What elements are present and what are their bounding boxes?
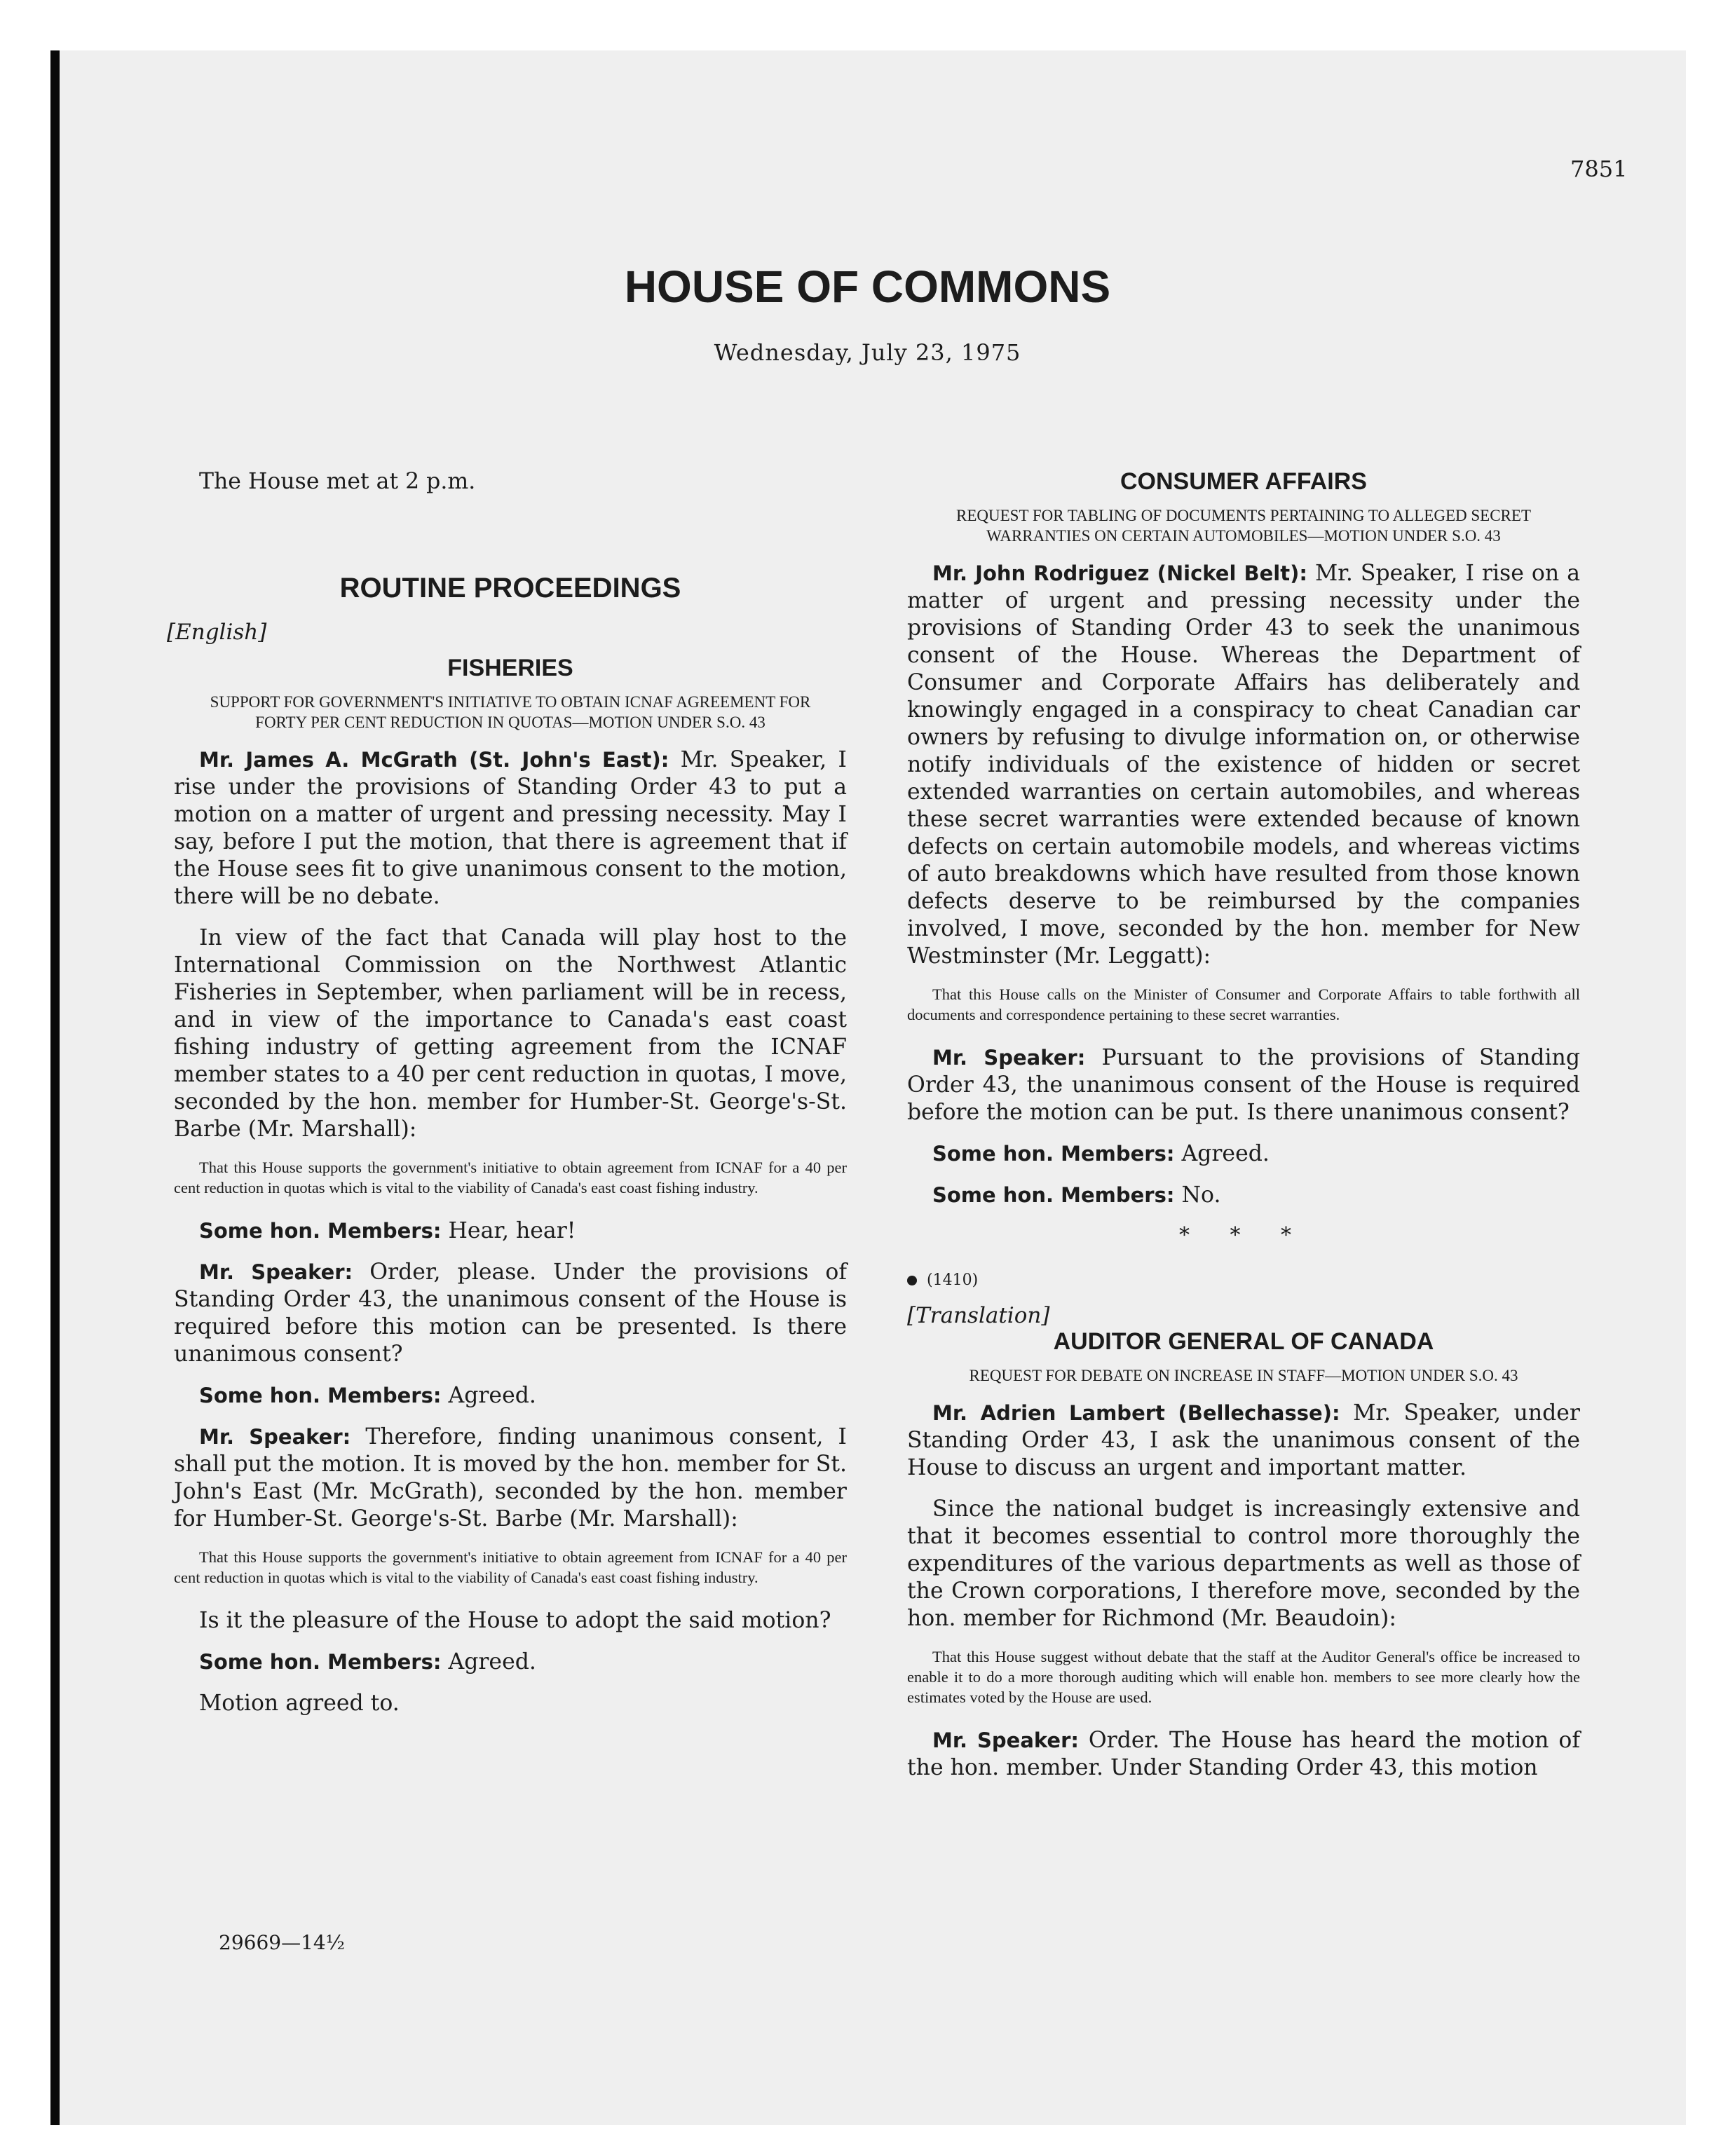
paragraph-speaker (907, 1727, 1580, 1782)
section-separator: * * * (1178, 1223, 1309, 1248)
motion-text: That this House supports the government's initiative to obtain agreement from ICNAF for a 40 per cent reduction in quotas which is vital to the viability of Canada's east coast fishing industry. (174, 1548, 847, 1586)
time-marker-text: (1410) (927, 1271, 979, 1289)
language-marker-translation: [Translation] (907, 1303, 1050, 1328)
speaker-name: Mr. Speaker: (199, 1260, 353, 1284)
motion-agreed-line: Motion agreed to. (199, 1691, 400, 1716)
routine-proceedings-heading: ROUTINE PROCEEDINGS (339, 573, 681, 603)
paragraph-members (174, 1217, 847, 1245)
printing-code: 29669—14½ (219, 1931, 345, 1954)
speech-text: Agreed. (441, 1649, 536, 1674)
speech-text: No. (1174, 1182, 1221, 1208)
bullet-dot-icon (907, 1276, 917, 1285)
motion-text: That this House suggest without debate that the staff at the Auditor General's office be increased to enable it to do a more thorough auditing which will enable hon. members to see more clearly how the estimates voted by the House are used. (907, 1648, 1580, 1706)
speech-text: Mr. Speaker, under Standing Order 43, I ask the unanimous consent of the House to discuss an urgent and important matter. (907, 1400, 1580, 1480)
auditor-general-subheading: REQUEST FOR DEBATE ON INCREASE IN STAFF—MOTION UNDER S.O. 43 (969, 1367, 1518, 1384)
paragraph-members (174, 1382, 847, 1410)
paragraph-members (907, 1182, 1580, 1209)
speaker-name: Mr. Speaker: (199, 1425, 351, 1449)
speaker-name: Some hon. Members: (199, 1384, 442, 1407)
motion-text: That this House calls on the Minister of Consumer and Corporate Affairs to table forthwith all documents and correspondence pertaining to these secret warranties. (907, 985, 1580, 1023)
speech-text: Mr. Speaker, I rise under the provisions of Standing Order 43 to put a motion on a matter of urgent and pressing necessity. May I say, before I put the motion, that there is agreement that if the House sees fit to give unanimous consent to the motion, there will be no debate. (174, 747, 847, 909)
speaker-name: Mr. John Rodriguez (Nickel Belt): (932, 561, 1307, 585)
consumer-affairs-subheading: REQUEST FOR TABLING OF DOCUMENTS PERTAINING TO ALLEGED SECRET WARRANTIES ON CERTAIN AUTOMOBILES—MOTION UNDER S.O. 43 (956, 507, 1531, 545)
sitting-date: Wednesday, July 23, 1975 (714, 339, 1021, 366)
house-met-line: The House met at 2 p.m. (199, 469, 476, 494)
paragraph-speaker (174, 1259, 847, 1368)
language-marker-english: [English] (167, 620, 267, 645)
fisheries-subheading: SUPPORT FOR GOVERNMENT'S INITIATIVE TO OBTAIN ICNAF AGREEMENT FOR FORTY PER CENT REDUCTION IN QUOTAS—MOTION UNDER S.O. 43 (210, 693, 811, 731)
paragraph-mcgrath-motion-intro: In view of the fact that Canada will play host to the International Commission on the Northwest Atlantic Fisheries in September, when parliament will be in recess, and in view of the importance to Canada's east coast fishing industry of getting agreement from the ICNAF member states to a 40 per cent reduction in quotas, I move, seconded by the hon. member for Humber-St. George's-St. Barbe (Mr. Marshall): (174, 925, 847, 1142)
page-title: HOUSE OF COMMONS (624, 261, 1111, 312)
speech-text: Order. The House has heard the motion of the hon. member. Under Standing Order 43, this motion (907, 1728, 1580, 1780)
speech-text: Mr. Speaker, I rise on a matter of urgent and pressing necessity under the provisions of Standing Order 43 to seek the unanimous consent of the House. Whereas the Department of Consumer and Corporate Affairs has deliberately and knowingly engaged in a conspiracy to cheat Canadian car owners by refusing to divulge information on, or otherwise notify individuals of the existence of hidden or secret extended warranties on certain automobiles, and whereas these secret warranties were extended because of known defects on certain automobile models, and whereas victims of auto breakdowns which have resulted from those known defects deserve to be reimbursed by the companies involved, I move, seconded by the hon. member for New Westminster (Mr. Leggatt): (907, 561, 1580, 969)
motion-text: That this House supports the government's initiative to obtain agreement from ICNAF for a 40 per cent reduction in quotas which is vital to the viability of Canada's east coast fishing industry. (174, 1159, 847, 1196)
paragraph-lambert-motion-intro: Since the national budget is increasingly extensive and that it becomes essential to control more thoroughly the expenditures of the various departments as well as those of the Crown corporations, I therefore move, seconded by the hon. member for Richmond (Mr. Beaudoin): (907, 1496, 1580, 1631)
speech-text: Agreed. (441, 1383, 536, 1408)
paragraph-mcgrath (174, 746, 847, 910)
speech-text: Therefore, finding unanimous consent, I shall put the motion. It is moved by the hon. member for St. John's East (Mr. McGrath), seconded by the hon. member for Humber-St. George's-St. Barbe (Mr. Marshall): (174, 1424, 847, 1531)
speaker-name: Mr. Adrien Lambert (Bellechasse): (932, 1401, 1340, 1425)
speech-text: Order, please. Under the provisions of Standing Order 43, the unanimous consent of the House is required before this motion can be presented. Is there unanimous consent? (174, 1260, 847, 1367)
paragraph-rodriguez (907, 560, 1580, 970)
paragraph-lambert (907, 1400, 1580, 1482)
speech-text: Agreed. (1174, 1141, 1270, 1166)
speaker-name: Mr. Speaker: (932, 1728, 1079, 1752)
speech-text: Hear, hear! (441, 1218, 576, 1243)
speaker-name: Some hon. Members: (199, 1650, 442, 1674)
paragraph-members (174, 1649, 847, 1676)
paragraph-speaker (907, 1044, 1580, 1126)
consumer-affairs-heading: CONSUMER AFFAIRS (1120, 468, 1367, 495)
right-column (907, 468, 1580, 1796)
paragraph-speaker (174, 1424, 847, 1533)
left-column (167, 468, 847, 1731)
fisheries-heading: FISHERIES (447, 655, 573, 681)
speaker-name: Some hon. Members: (932, 1142, 1175, 1166)
speaker-name: Some hon. Members: (199, 1219, 442, 1243)
paragraph-question: Is it the pleasure of the House to adopt the said motion? (199, 1608, 831, 1633)
speaker-name: Mr. James A. McGrath (St. John's East): (199, 748, 669, 772)
speaker-name: Mr. Speaker: (932, 1046, 1086, 1070)
speaker-name: Some hon. Members: (932, 1183, 1175, 1207)
speech-text: Pursuant to the provisions of Standing Order 43, the unanimous consent of the House is required before the motion can be put. Is there unanimous consent? (907, 1045, 1580, 1125)
page-number: 7851 (1570, 156, 1628, 182)
paragraph-members (907, 1140, 1580, 1168)
auditor-general-heading: AUDITOR GENERAL OF CANADA (1053, 1328, 1434, 1355)
time-marker (907, 1271, 1580, 1289)
